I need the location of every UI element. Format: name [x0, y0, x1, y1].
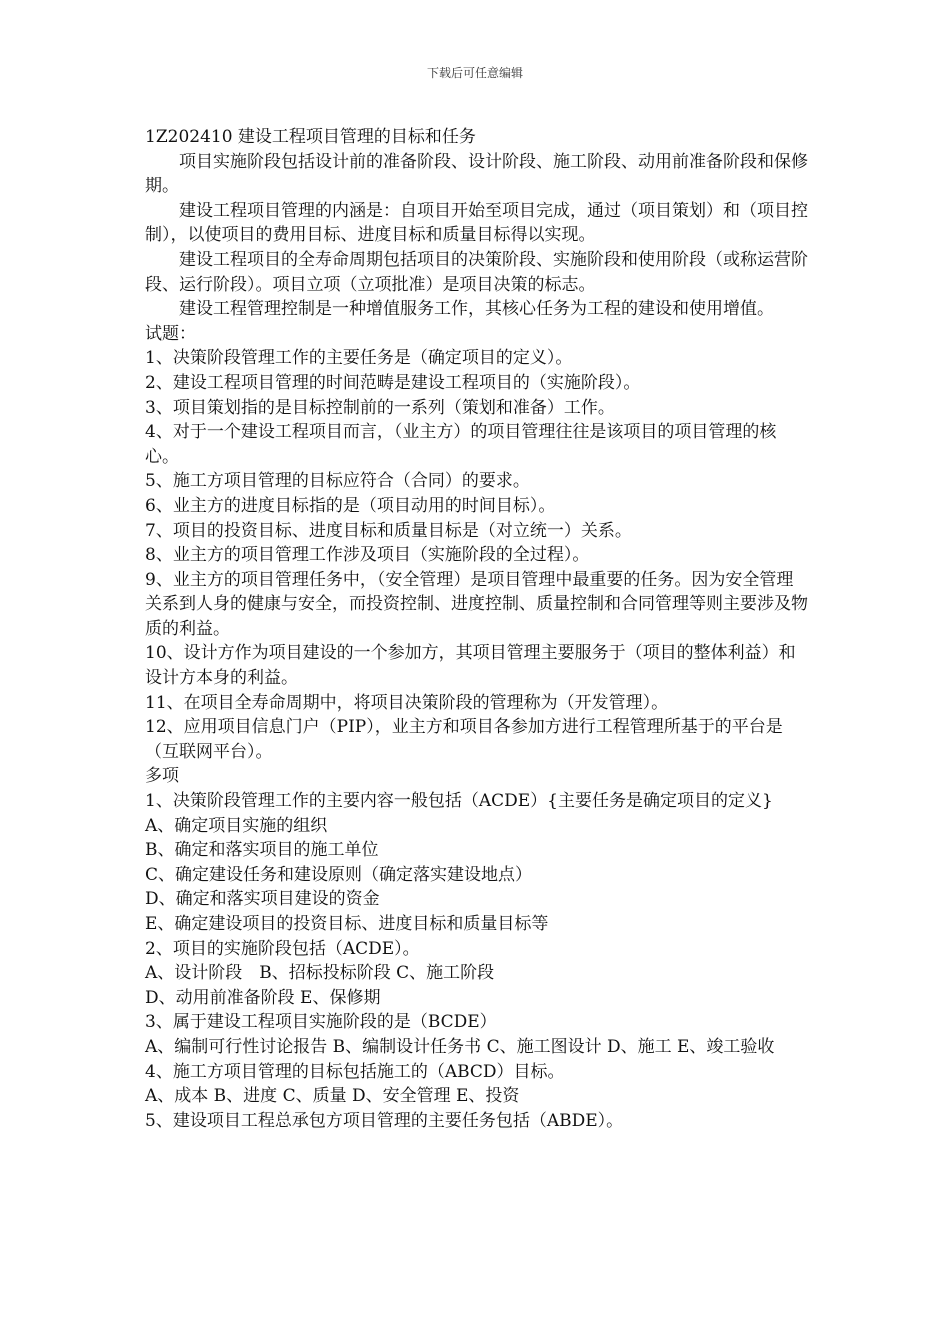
multi-section-title: 多项 [145, 766, 179, 787]
multi-question-line: 5、建设项目工程总承包方项目管理的主要任务包括（ABDE）。 [145, 1110, 624, 1131]
multi-option-line: A、编制可行性讨论报告 B、编制设计任务书 C、施工图设计 D、施工 E、竣工验收 [145, 1036, 775, 1057]
page-header-note: 下载后可任意编辑 [426, 66, 523, 80]
intro-paragraph: 建设工程项目管理的内涵是：自项目开始至项目完成，通过（项目策划）和（项目控制），以使项目的费用目标、进度目标和质量目标得以实现。 [145, 200, 808, 246]
multi-question-line: 1、决策阶段管理工作的主要内容一般包括（ACDE）{主要任务是确定项目的定义} [145, 791, 773, 812]
single-question: 5、施工方项目管理的目标应符合（合同）的要求。 [145, 471, 530, 492]
multi-option-line: B、确定和落实项目的施工单位 [145, 840, 379, 861]
single-question: 4、对于一个建设工程项目而言，（业主方）的项目管理往往是该项目的项目管理的核心。 [145, 422, 777, 467]
multi-question-line: 2、项目的实施阶段包括（ACDE）。 [145, 938, 420, 959]
document-body [145, 125, 810, 1133]
multi-option-line: A、确定项目实施的组织 [145, 815, 328, 836]
multi-option-line: A、设计阶段 B、招标投标阶段 C、施工阶段 [145, 963, 495, 984]
intro-paragraph: 建设工程项目的全寿命周期包括项目的决策阶段、实施阶段和使用阶段（或称运营阶段、运行阶段）。项目立项（立项批准）是项目决策的标志。 [145, 249, 808, 295]
single-question: 2、建设工程项目管理的时间范畴是建设工程项目的（实施阶段）。 [145, 372, 641, 393]
multi-option-line: E、确定建设项目的投资目标、进度目标和质量目标等 [145, 914, 549, 934]
intro-paragraph: 建设工程管理控制是一种增值服务工作，其核心任务为工程的建设和使用增值。 [179, 299, 774, 320]
multi-question-line: 3、属于建设工程项目实施阶段的是（BCDE） [145, 1012, 497, 1033]
single-question: 10、设计方作为项目建设的一个参加方，其项目管理主要服务于（项目的整体利益）和设计方本身的利益。 [145, 643, 796, 689]
multi-question-line: 4、施工方项目管理的目标包括施工的（ABCD）目标。 [145, 1061, 565, 1082]
single-question: 12、应用项目信息门户（PIP），业主方和项目各参加方进行工程管理所基于的平台是（互联网平台）。 [145, 717, 783, 762]
single-question: 6、业主方的进度目标指的是（项目动用的时间目标）。 [145, 495, 556, 516]
multi-option-line: C、确定建设任务和建设原则（确定落实建设地点） [145, 864, 533, 885]
exam-section-title: 试题： [145, 323, 196, 344]
single-question: 3、项目策划指的是目标控制前的一系列（策划和准备）工作。 [145, 397, 615, 418]
document-heading: 1Z202410 建设工程项目管理的目标和任务 [145, 127, 476, 147]
multi-option-line: D、确定和落实项目建设的资金 [145, 889, 380, 910]
multi-option-line: D、动用前准备阶段 E、保修期 [145, 987, 381, 1008]
single-question: 1、决策阶段管理工作的主要任务是（确定项目的定义）。 [145, 348, 573, 369]
single-question: 9、业主方的项目管理任务中，（安全管理）是项目管理中最重要的任务。因为安全管理关系到人身的健康与安全，而投资控制、进度控制、质量控制和合同管理等则主要涉及物质的利益。 [145, 569, 808, 639]
single-question: 8、业主方的项目管理工作涉及项目（实施阶段的全过程）。 [145, 545, 590, 566]
single-question: 7、项目的投资目标、进度目标和质量目标是（对立统一）关系。 [145, 520, 632, 541]
intro-paragraph: 项目实施阶段包括设计前的准备阶段、设计阶段、施工阶段、动用前准备阶段和保修期。 [145, 151, 808, 197]
single-question: 11、在项目全寿命周期中，将项目决策阶段的管理称为（开发管理）。 [145, 692, 669, 713]
multi-option-line: A、成本 B、进度 C、质量 D、安全管理 E、投资 [145, 1086, 520, 1107]
